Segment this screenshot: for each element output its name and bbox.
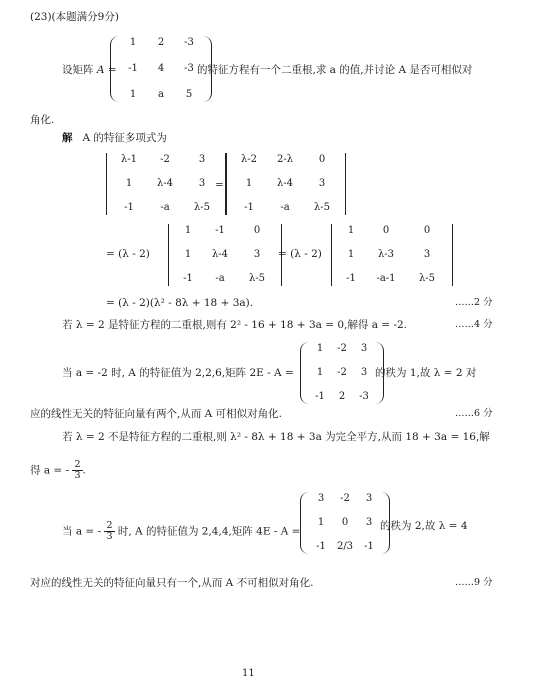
determinant-4 (331, 224, 453, 286)
case1c-text: 应的线性无关的特征向量有两个,从而 A 可相似对角化. (30, 408, 282, 420)
equals-sign-1: = (215, 179, 224, 191)
matrix-cell: λ-1 (120, 154, 138, 165)
determinant-3 (168, 224, 282, 286)
matrix-cell: λ-4 (156, 178, 174, 189)
score-9: ……9 分 (455, 577, 493, 588)
matrix-cell: -1 (124, 202, 134, 213)
matrix-cell: 3 (423, 249, 431, 260)
matrix-cell: -3 (184, 37, 194, 48)
solution-intro (62, 133, 167, 144)
matrix-cell: 3 (365, 493, 373, 504)
matrix-cell: -1 (244, 202, 254, 213)
matrix-cell: -3 (359, 391, 369, 402)
fraction-two-thirds (72, 460, 82, 481)
matrix-cell: -2 (337, 367, 347, 378)
matrix-cell: 0 (341, 517, 349, 528)
matrix-cell: -1 (316, 541, 326, 552)
case1b-suffix: 的秩为 1,故 λ = 2 对 (375, 367, 477, 379)
matrix-cell: -2 (160, 154, 170, 165)
matrix-cell: 0 (423, 225, 431, 236)
statement-prefix-text: 设矩阵 (62, 64, 94, 76)
matrix-cell: λ-4 (211, 249, 229, 260)
matrix-cell: 3 (360, 343, 368, 354)
matrix-cell: 1 (125, 178, 133, 189)
matrix-cell: 1 (347, 249, 355, 260)
matrix-2E-minus-A (300, 342, 384, 404)
matrix-cell: 2/3 (336, 541, 354, 552)
matrix-cell: -1 (183, 273, 193, 284)
matrix-cell: 1 (316, 367, 324, 378)
matrix-cell: -a (215, 273, 225, 284)
matrix-cell: -1 (364, 541, 374, 552)
matrix-4E-minus-A (300, 492, 390, 554)
matrix-cell: 3 (360, 367, 368, 378)
matrix-cell: -3 (184, 63, 194, 74)
matrix-cell: 2-λ (276, 154, 294, 165)
score-2: ……2 分 (455, 297, 493, 308)
matrix-cell: -1 (315, 391, 325, 402)
matrix-cell: 1 (184, 225, 192, 236)
matrix-cell: 3 (198, 154, 206, 165)
matrix-cell: 2 (157, 37, 165, 48)
determinant-2 (226, 153, 346, 215)
matrix-cell: 3 (318, 178, 326, 189)
case3-suffix: 的秩为 2,故 λ = 4 (380, 520, 468, 532)
statement-prefix (62, 65, 117, 76)
case2b: 得 a = - $\frac{2}{3}$ . (30, 459, 86, 481)
problem-header: (23)(本题满分9分) (30, 11, 119, 23)
matrix-cell: 1 (317, 517, 325, 528)
matrix-cell: a (158, 89, 164, 100)
fraction-denominator: 3 (74, 469, 81, 481)
fraction-two-thirds-2 (104, 521, 114, 542)
matrix-cell: -1 (346, 273, 356, 284)
fraction-numerator: 2 (74, 459, 81, 470)
matrix-cell: -1 (215, 225, 225, 236)
matrix-cell: 1 (129, 37, 137, 48)
matrix-cell: -a (280, 202, 290, 213)
fraction-numerator-2: 2 (106, 520, 113, 531)
solution-label: 解 (62, 132, 73, 144)
matrix-cell: 5 (185, 89, 193, 100)
case3-pre: 当 a = - (62, 525, 102, 538)
matrix-cell: -1 (128, 63, 138, 74)
coef-1: = (λ - 2) (106, 248, 150, 260)
matrix-cell: λ-3 (377, 249, 395, 260)
case2b-pre: 得 a = - (30, 464, 70, 477)
matrix-cell: 1 (316, 343, 324, 354)
matrix-A-eq: A = (96, 64, 117, 76)
case3b-text: 对应的线性无关的特征向量只有一个,从而 A 不可相似对角化. (30, 577, 314, 589)
matrix-cell: 3 (198, 178, 206, 189)
matrix-cell: 0 (253, 225, 261, 236)
matrix-cell: 0 (318, 154, 326, 165)
matrix-cell: λ-5 (418, 273, 436, 284)
matrix-cell: 3 (253, 249, 261, 260)
score-6: ……6 分 (455, 408, 493, 419)
determinant-1 (106, 153, 226, 215)
case1-text: 若 λ = 2 是特征方程的二重根,则有 2² - 16 + 18 + 3a = 0,解得 a = -2. (62, 319, 408, 331)
matrix-cell: 1 (129, 89, 137, 100)
matrix-cell: λ-5 (248, 273, 266, 284)
statement-suffix: 的特征方程有一个二重根,求 a 的值,并讨论 A 是否可相似对 (197, 64, 473, 76)
matrix-cell: λ-2 (240, 154, 258, 165)
matrix-cell: 3 (365, 517, 373, 528)
matrix-cell: 4 (157, 63, 165, 74)
matrix-cell: -2 (337, 343, 347, 354)
case3-text (62, 521, 300, 542)
matrix-cell: 0 (382, 225, 390, 236)
matrix-cell: -a-1 (376, 273, 396, 284)
matrix-cell: -2 (340, 493, 350, 504)
matrix-cell: 1 (245, 178, 253, 189)
fraction-denominator-2: 3 (106, 530, 113, 542)
coef-2: = (λ - 2) (278, 248, 322, 260)
matrix-cell: 3 (317, 493, 325, 504)
matrix-cell: 1 (347, 225, 355, 236)
case1b-text: 当 a = -2 时, A 的特征值为 2,2,6,矩阵 2E - A = (62, 367, 294, 379)
polynomial: = (λ - 2)(λ² - 8λ + 18 + 3a). (106, 297, 254, 309)
matrix-cell: λ-4 (276, 178, 294, 189)
matrix-cell: λ-5 (313, 202, 331, 213)
score-4: ……4 分 (455, 319, 493, 330)
case3-mid: 时, A 的特征值为 2,4,4,矩阵 4E - A = (117, 525, 301, 538)
page-number: 11 (242, 668, 255, 679)
matrix-cell: λ-5 (193, 202, 211, 213)
matrix-cell: -a (160, 202, 170, 213)
matrix-cell: 1 (184, 249, 192, 260)
matrix-cell: 2 (338, 391, 346, 402)
case2-text: 若 λ = 2 不是特征方程的二重根,则 λ² - 8λ + 18 + 3a 为完全平方,从而 18 + 3a = 16,解 (62, 431, 490, 443)
solution-intro-text: A 的特征多项式为 (82, 132, 167, 144)
statement-line2: 角化. (30, 114, 55, 126)
